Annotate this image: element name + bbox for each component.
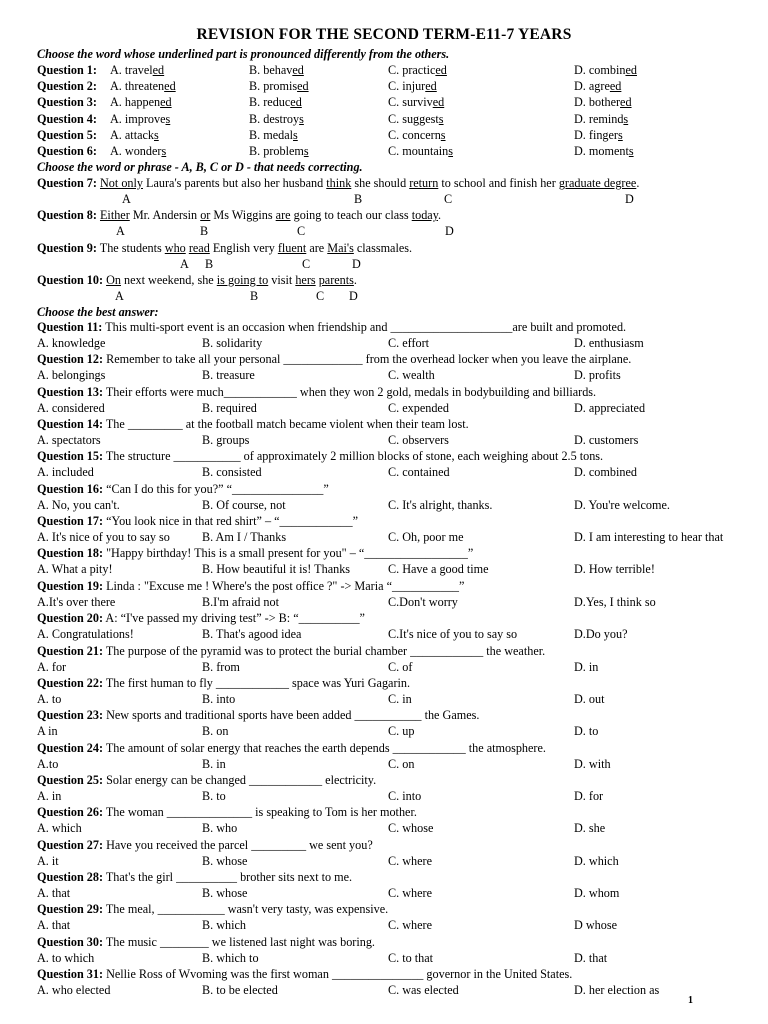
question-number: Question 13: (37, 384, 104, 399)
answer-option: D. whom (574, 885, 620, 900)
answer-option: D. I am interesting to hear that (574, 530, 724, 545)
answer-option (388, 112, 444, 127)
option-text: D. agre (574, 79, 610, 94)
answer-option: A. No, you can't. (37, 497, 120, 512)
answer-option: C. where (388, 918, 432, 933)
question-text: Linda : "Excuse me ! Where's the post office ?" -> Maria “___________” (106, 578, 465, 593)
question-number: Question 29: (37, 902, 104, 917)
sentence-text: visit (268, 273, 296, 287)
answer-option: D. with (574, 756, 611, 771)
option-text: B. behav (249, 63, 293, 77)
answer-option: C. up (388, 724, 415, 739)
answer-option: B. required (202, 400, 257, 415)
question-number: Question 24: (37, 740, 104, 755)
option-text: B. destroy (249, 111, 300, 126)
answer-option: C. was elected (388, 983, 459, 997)
underlined-phrase: Mai's (327, 241, 354, 255)
answer-option: B. treasure (202, 368, 255, 383)
option-text: B. reduc (249, 95, 291, 110)
underlined-phrase: Either (99, 208, 130, 222)
option-text: C. mountain (388, 144, 449, 158)
question-line (37, 449, 603, 464)
option-text: C. surviv (388, 95, 433, 110)
question-text: A: “I've passed my driving test” -> B: “__________” (105, 611, 365, 626)
answer-option (249, 95, 302, 110)
answer-option: C. contained (388, 465, 450, 480)
sentence-text: Mr. Andersin (129, 208, 201, 222)
question-line (37, 902, 388, 917)
question-line (37, 644, 545, 659)
choice-letter: B (200, 224, 209, 238)
question-line (37, 320, 626, 335)
question-line (37, 417, 469, 432)
answer-option (388, 128, 446, 143)
option-text: A. travel (110, 63, 153, 77)
answer-option: C. wealth (388, 368, 435, 383)
answer-option (574, 144, 634, 159)
question-text: The _________ at the football match became violent when their team lost. (105, 417, 469, 432)
answer-option: D whose (574, 918, 617, 933)
option-text: D. finger (574, 127, 618, 142)
question-text: Nellie Ross of Wvoming was the first woman _______________ governor in the United States. (106, 967, 573, 981)
question-number: Question 15: (37, 449, 104, 464)
answer-option: B. which to (202, 950, 259, 965)
underlined-phrase: read (188, 241, 210, 255)
underlined-part: s (165, 111, 171, 126)
question-text: Have you received the parcel _________ we sent you? (106, 837, 373, 852)
underlined-phrase: is going to (216, 273, 269, 287)
underlined-part: ed (164, 79, 176, 94)
answer-option: D. profits (574, 368, 621, 383)
underlined-part: ed (160, 95, 172, 110)
choice-letter: A (180, 257, 189, 271)
sentence-text: going to teach our class (290, 208, 412, 222)
question-text: The structure ___________ of approximately 2 million blocks of stone, each weighing about 2.5 tons. (105, 449, 604, 464)
answer-option: A. Congratulations! (37, 627, 134, 642)
question-number: Question 25: (37, 772, 104, 787)
answer-option (388, 79, 437, 94)
option-text: D. combin (574, 63, 626, 77)
option-text: A. attack (110, 127, 154, 142)
underlined-part: ed (432, 95, 445, 110)
question-number: Question 4: (37, 111, 97, 126)
answer-option: B. on (202, 724, 229, 739)
question-line (37, 741, 546, 756)
answer-option: D. she (574, 821, 606, 836)
answer-option: D. in (574, 659, 599, 674)
question-number: Question 19: (37, 578, 104, 593)
answer-option: C. where (388, 853, 432, 868)
answer-option: C. Oh, poor me (388, 530, 464, 545)
section-heading: Choose the word whose underlined part is pronounced differently from the others. (37, 47, 450, 61)
question-number: Question 9: (37, 241, 97, 255)
answer-option: C. Have a good time (388, 562, 489, 577)
question-number: Question 1: (37, 63, 97, 77)
choice-letter: B (354, 192, 363, 206)
underlined-part: s (623, 111, 629, 126)
question-line (37, 708, 479, 723)
answer-option (249, 128, 298, 143)
answer-option: D. to (574, 724, 599, 739)
answer-option: C. effort (388, 336, 430, 350)
underlined-phrase: are (275, 208, 291, 222)
underlined-phrase: fluent (277, 241, 307, 255)
answer-option (110, 95, 172, 110)
answer-option: B. whose (202, 885, 248, 900)
question-line (37, 241, 412, 256)
answer-option: D. appreciated (574, 400, 646, 415)
question-text: This multi-sport event is an occasion when friendship and ____________________are built and promoted. (105, 320, 627, 334)
question-text: The music ________ we listened last night was boring. (105, 934, 375, 949)
choice-letter: D (352, 257, 361, 271)
question-number: Question 20: (37, 611, 104, 626)
answer-option: B. groups (202, 433, 250, 448)
answer-option: B. which (202, 918, 247, 933)
option-text: D. remind (574, 111, 624, 126)
answer-option: B. That's agood idea (202, 627, 302, 642)
answer-option (574, 63, 637, 78)
answer-option: C. in (388, 691, 412, 706)
answer-option: C. where (388, 885, 432, 900)
choice-letter: C (316, 289, 325, 303)
sentence-text: classmales. (353, 241, 413, 255)
question-number: Question 31: (37, 967, 104, 981)
question-line (37, 176, 639, 191)
underlined-part: s (438, 111, 444, 126)
question-number: Question 11: (37, 320, 103, 334)
underlined-phrase: Not only (99, 176, 143, 190)
underlined-part: ed (620, 95, 632, 110)
underlined-phrase: graduate degree (558, 176, 637, 190)
answer-option (110, 144, 166, 159)
question-line (37, 935, 375, 950)
question-line (37, 208, 441, 223)
answer-option: D. enthusiasm (574, 336, 644, 350)
answer-option: B.I'm afraid not (202, 594, 279, 609)
question-number: Question 22: (37, 675, 104, 690)
answer-option: D. that (574, 950, 608, 965)
underlined-phrase: hers (295, 273, 316, 287)
question-number: Question 16: (37, 481, 104, 496)
question-number: Question 5: (37, 127, 97, 142)
question-text: The first human to fly ____________ space was Yuri Gagarin. (105, 675, 411, 690)
question-number: Question 30: (37, 934, 104, 949)
question-number: Question 14: (37, 417, 104, 432)
answer-option (249, 63, 304, 78)
option-text: A. improve (110, 111, 166, 126)
underlined-phrase: or (200, 208, 211, 222)
answer-option: C. whose (388, 821, 434, 836)
choice-letter: A (115, 289, 124, 303)
question-number: Question 21: (37, 643, 104, 658)
underlined-part: ed (152, 63, 165, 77)
sentence-text: she should (351, 176, 410, 190)
answer-option: D. for (574, 788, 604, 803)
question-text: “Can I do this for you?” “_______________” (106, 481, 329, 496)
question-line (37, 611, 365, 626)
answer-option: B. from (202, 659, 240, 674)
sentence-text: The students (99, 241, 165, 255)
question-text: Solar energy can be changed ____________ electricity. (106, 772, 377, 787)
question-line (37, 805, 417, 820)
answer-option: D. which (574, 853, 619, 868)
underlined-part: ed (290, 95, 302, 110)
option-text: A. wonder (110, 144, 162, 158)
answer-option: A. that (37, 885, 71, 900)
answer-option (574, 79, 621, 94)
answer-option (574, 112, 628, 127)
answer-option: A. for (37, 659, 67, 674)
sentence-text: next weekend, she (120, 273, 217, 287)
sentence-text: English very (209, 241, 278, 255)
answer-option: A. in (37, 788, 62, 803)
answer-option: A. considered (37, 400, 105, 415)
answer-option: A. It's nice of you to say so (37, 530, 170, 545)
choice-letter: C (444, 192, 453, 206)
question-number: Question 6: (37, 144, 97, 158)
choice-letter: C (302, 257, 311, 271)
choice-letter: B (250, 289, 259, 303)
underlined-part: s (299, 111, 304, 126)
underlined-part: s (440, 127, 446, 142)
option-text: B. problem (249, 144, 304, 158)
answer-option: A. it (37, 853, 59, 868)
question-line (37, 385, 596, 400)
question-text: "Happy birthday! This is a small present for you" – “_________________” (106, 546, 474, 561)
answer-option: D. her election as (574, 983, 660, 997)
question-line (37, 352, 631, 367)
answer-option: C. to that (388, 950, 434, 965)
answer-option: A. who elected (37, 983, 111, 997)
question-line (37, 967, 572, 982)
answer-option: B. Of course, not (202, 497, 286, 512)
question-line (37, 514, 358, 529)
answer-option: C. on (388, 756, 415, 771)
question-text: The meal, ___________ wasn't very tasty, was expensive. (105, 902, 389, 917)
answer-option: B. whose (202, 853, 248, 868)
answer-option: C. of (388, 659, 413, 674)
underlined-phrase: who (164, 241, 186, 255)
option-text: C. concern (388, 127, 441, 142)
answer-option: C.It's nice of you to say so (388, 627, 518, 642)
choice-letter: A (116, 224, 125, 238)
answer-option: B. consisted (202, 465, 262, 480)
answer-option (110, 63, 164, 78)
answer-option: B. to be elected (202, 983, 278, 997)
answer-option: B. How beautiful it is! Thanks (202, 562, 351, 577)
answer-option: A. to which (37, 950, 95, 965)
answer-option: A. that (37, 918, 71, 933)
choice-letter: B (205, 257, 214, 271)
choice-letter: D (349, 289, 358, 303)
option-text: B. medal (249, 127, 294, 142)
sentence-text: . (636, 176, 640, 190)
choice-letter: C (297, 224, 306, 238)
answer-option: A. which (37, 821, 82, 836)
option-text: A. threaten (110, 79, 165, 94)
answer-option: D. How terrible! (574, 562, 655, 577)
choice-letter: A (122, 192, 131, 206)
answer-option (574, 128, 623, 143)
underlined-part: ed (625, 63, 637, 77)
answer-option: B. Am I / Thanks (202, 530, 287, 545)
answer-option: A in (37, 724, 58, 739)
question-number: Question 27: (37, 837, 104, 852)
answer-option: A. to (37, 691, 62, 706)
option-text: D. moment (574, 144, 629, 158)
sentence-text: . (438, 208, 442, 222)
underlined-phrase: parents (318, 273, 354, 287)
option-text: B. promis (249, 79, 298, 94)
answer-option: B. to (202, 788, 226, 803)
underlined-part: ed (292, 63, 304, 77)
underlined-part: ed (297, 79, 309, 94)
sentence-text: Ms Wiggins (210, 208, 276, 222)
answer-option: A. What a pity! (37, 562, 113, 577)
underlined-part: s (161, 144, 167, 158)
sentence-text: are (306, 241, 328, 255)
answer-option (388, 63, 447, 78)
answer-option: D. customers (574, 433, 639, 448)
answer-option: D. combined (574, 465, 637, 480)
underlined-part: s (628, 144, 634, 158)
answer-option: C. observers (388, 433, 449, 448)
question-line (37, 482, 329, 497)
sentence-text: to school and finish her (438, 176, 559, 190)
underlined-phrase: think (326, 176, 352, 190)
answer-option (110, 112, 170, 127)
underlined-part: ed (609, 79, 622, 94)
question-line (37, 273, 357, 288)
choice-letter: D (625, 192, 634, 206)
sentence-text: Laura's parents but also her husband (142, 176, 327, 190)
answer-option (574, 95, 632, 110)
question-text: The woman ______________ is speaking to Tom is her mother. (105, 805, 417, 820)
question-line (37, 579, 464, 594)
underlined-phrase: return (409, 176, 439, 190)
answer-option: A. belongings (37, 368, 106, 383)
page-title: REVISION FOR THE SECOND TERM-E11-7 YEARS (196, 26, 572, 43)
underlined-part: s (448, 144, 454, 158)
question-number: Question 17: (37, 514, 104, 529)
answer-option: C.Don't worry (388, 594, 458, 609)
answer-option: C. It's alright, thanks. (388, 497, 493, 512)
question-number: Question 10: (37, 273, 104, 287)
section-heading: Choose the best answer: (37, 305, 159, 319)
question-line (37, 870, 352, 885)
answer-option: A.It's over there (37, 594, 116, 609)
question-text: New sports and traditional sports have been added ___________ the Games. (106, 708, 480, 723)
answer-option (249, 79, 309, 94)
option-text: C. suggest (388, 111, 439, 126)
section-heading: Choose the word or phrase - A, B, C or D - that needs correcting. (37, 160, 363, 174)
question-line (37, 838, 373, 853)
question-line (37, 773, 376, 788)
option-text: D. bother (574, 95, 621, 110)
question-number: Question 18: (37, 546, 104, 561)
sentence-text: . (353, 273, 357, 287)
question-number: Question 3: (37, 95, 97, 110)
answer-option: B. into (202, 691, 236, 706)
underlined-phrase: today (411, 208, 439, 222)
question-text: “You look nice in that red shirt” – “____________” (106, 514, 359, 529)
question-number: Question 2: (37, 79, 97, 94)
question-text: Remember to take all your personal _____________ from the overhead locker when you leave the airplane. (106, 352, 632, 367)
question-number: Question 23: (37, 708, 104, 723)
answer-option: D. out (574, 691, 605, 706)
answer-option: A. knowledge (37, 336, 106, 350)
answer-option: B. solidarity (202, 336, 263, 350)
question-number: Question 12: (37, 352, 104, 367)
question-line (37, 546, 473, 561)
underlined-part: s (303, 144, 309, 158)
answer-option: D.Do you? (574, 627, 628, 642)
question-number: Question 8: (37, 208, 97, 222)
answer-option (388, 95, 444, 110)
underlined-part: s (618, 127, 623, 142)
option-text: A. happen (110, 95, 161, 110)
question-line (37, 676, 410, 691)
choice-letter: D (445, 224, 454, 238)
answer-option: A.to (37, 756, 59, 771)
answer-option (110, 128, 159, 143)
answer-option: B. in (202, 756, 226, 771)
underlined-part: s (154, 127, 159, 142)
question-text: That's the girl __________ brother sits next to me. (105, 869, 353, 884)
answer-option (249, 112, 304, 127)
answer-option: D.Yes, I think so (574, 594, 656, 609)
question-number: Question 7: (37, 176, 97, 190)
answer-option: D. You're welcome. (574, 497, 670, 512)
answer-option: B. who (202, 821, 238, 836)
question-text: The purpose of the pyramid was to protect the burial chamber ____________ the weather. (105, 643, 546, 658)
page-number: 1 (688, 995, 693, 1006)
answer-option (110, 79, 176, 94)
answer-option (249, 144, 309, 159)
question-text: Their efforts were much____________ when they won 2 gold, medals in bodybuilding and billiards. (105, 384, 597, 399)
answer-option: C. into (388, 788, 422, 803)
answer-option: C. expended (388, 400, 449, 415)
option-text: C. injur (388, 79, 426, 94)
question-number: Question 28: (37, 869, 104, 884)
underlined-part: ed (425, 79, 437, 94)
underlined-part: ed (435, 63, 447, 77)
option-text: C. practic (388, 63, 436, 77)
question-number: Question 26: (37, 805, 104, 820)
question-text: The amount of solar energy that reaches the earth depends ____________ the atmosphere. (105, 740, 546, 755)
answer-option (388, 144, 453, 159)
answer-option: A. included (37, 465, 94, 480)
underlined-part: s (293, 127, 298, 142)
underlined-phrase: On (106, 273, 121, 287)
answer-option: A. spectators (37, 433, 101, 448)
